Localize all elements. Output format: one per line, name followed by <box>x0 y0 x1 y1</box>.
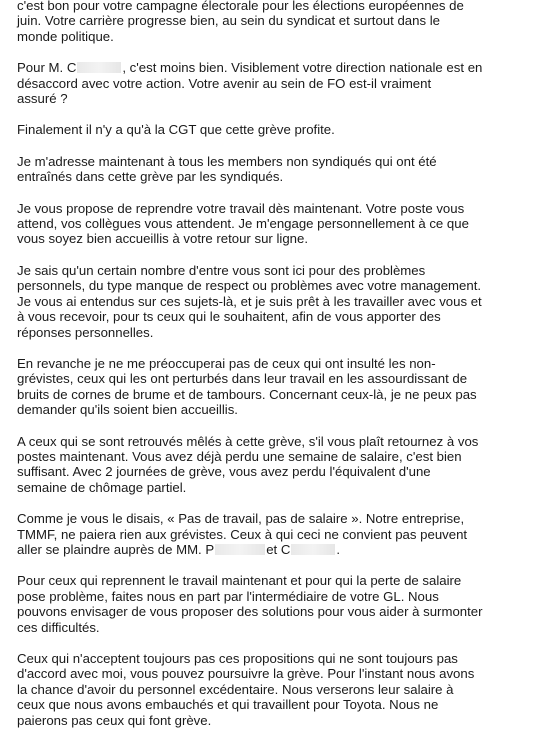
text-line: juin. Votre carrière progresse bien, au sein du syndicat et surtout dans le <box>17 13 440 29</box>
text-line: réponses personnelles. <box>17 324 154 340</box>
redaction-mark <box>215 544 265 555</box>
text-line: postes maintenant. Vous avez déjà perdu une semaine de salaire, c'est bien <box>17 448 462 464</box>
text-segment: , c'est moins bien. Visiblement votre direction nationale est en <box>122 60 483 76</box>
text-line <box>17 60 521 75</box>
text-line: En revanche je ne me préoccuperai pas de ceux qui ont insulté les non- <box>17 355 436 371</box>
text-line: demander qu'ils soient bien accueillis. <box>17 402 238 418</box>
text-line: Pour ceux qui reprennent le travail maintenant et pour qui la perte de salaire <box>17 573 462 589</box>
text-line: ces difficultés. <box>17 619 100 635</box>
text-line: Je sais qu'un certain nombre d'entre vous sont ici pour des problèmes <box>17 262 426 278</box>
text-line: personnels, du type manque de respect ou problèmes avec votre management. <box>17 278 482 294</box>
text-line <box>17 542 521 557</box>
paragraph-4 <box>17 154 521 185</box>
text-segment: Pour M. C <box>17 60 77 76</box>
text-segment: aller se plaindre auprès de MM. P <box>17 541 215 557</box>
text-line: pose problème, faites nous en part par l'intermédiaire de votre GL. Nous <box>17 588 439 604</box>
text-line: Comme je vous le disais, « Pas de travail, pas de salaire ». Notre entreprise, <box>17 511 465 527</box>
paragraph-11 <box>17 651 521 728</box>
text-line: grévistes, ceux qui les ont perturbés dans leur travail en les assourdissant de <box>17 371 468 387</box>
paragraph-3 <box>17 122 521 137</box>
text-line: pouvons envisager de vous proposer des solutions pour vous aider à surmonter <box>17 604 483 620</box>
text-segment: et C <box>266 541 291 557</box>
paragraph-5 <box>17 201 521 247</box>
text-line: Je vous propose de reprendre votre travail dès maintenant. Votre poste vous <box>17 200 465 216</box>
text-line: paierons pas ceux qui font grève. <box>17 712 212 728</box>
paragraph-9 <box>17 511 521 557</box>
text-line: c'est bon pour votre campagne électorale pour les élections européennes de <box>17 0 464 13</box>
text-line: attend, vos collègues vous attendent. Je m'engage personnellement à ce que <box>17 216 469 232</box>
paragraph-7 <box>17 356 521 418</box>
paragraph-2 <box>17 60 521 106</box>
paragraph-8 <box>17 434 521 496</box>
text-line: la chance d'avoir du personnel excédentaire. Nous verserons leur salaire à <box>17 681 454 697</box>
text-segment: . <box>336 541 341 557</box>
text-line: Ceux qui n'acceptent toujours pas ces propositions qui ne sont toujours pas <box>17 651 458 666</box>
text-line: à vous recevoir, pour ts ceux qui le souhaitent, afin de vous apporter des <box>17 309 441 325</box>
paragraph-1 <box>17 0 521 44</box>
text-line: suffisant. Avec 2 journées de grève, vous avez perdu l'équivalent d'une <box>17 464 431 480</box>
text-line: Je m'adresse maintenant à tous les members non syndiqués qui ont été <box>17 153 437 169</box>
text-line: A ceux qui se sont retrouvés mêlés à cette grève, s'il vous plaît retournez à vos <box>17 433 479 449</box>
text-line: assuré ? <box>17 91 68 107</box>
text-line: d'accord avec moi, vous pouvez poursuivre la grève. Pour l'instant nous avons <box>17 666 475 682</box>
redaction-mark <box>77 62 121 73</box>
paragraph-6 <box>17 263 521 340</box>
text-line: semaine de chômage partiel. <box>17 479 187 495</box>
redaction-mark <box>291 544 335 555</box>
text-line: entraînés dans cette grève par les syndiqués. <box>17 169 284 185</box>
text-line: vous soyez bien accueillis à votre retour sur ligne. <box>17 231 309 247</box>
text-line: ceux que nous avons embauchés et qui travaillent pour Toyota. Nous ne <box>17 697 439 713</box>
paragraph-10 <box>17 573 521 635</box>
text-line: désaccord avec votre action. Votre avenir au sein de FO est-il vraiment <box>17 75 432 91</box>
text-line: monde politique. <box>17 28 114 44</box>
text-line: Finalement il n'y a qu'à la CGT que cette grève profite. <box>17 122 335 138</box>
text-line: bruits de cornes de brume et de tambours. Concernant ceux-là, je ne peux pas <box>17 386 477 402</box>
text-line: TMMF, ne paiera rien aux grévistes. Ceux à qui ceci ne convient pas peuvent <box>17 526 468 542</box>
text-line: Je vous ai entendus sur ces sujets-là, et je suis prêt à les travailler avec vous et <box>17 293 482 309</box>
